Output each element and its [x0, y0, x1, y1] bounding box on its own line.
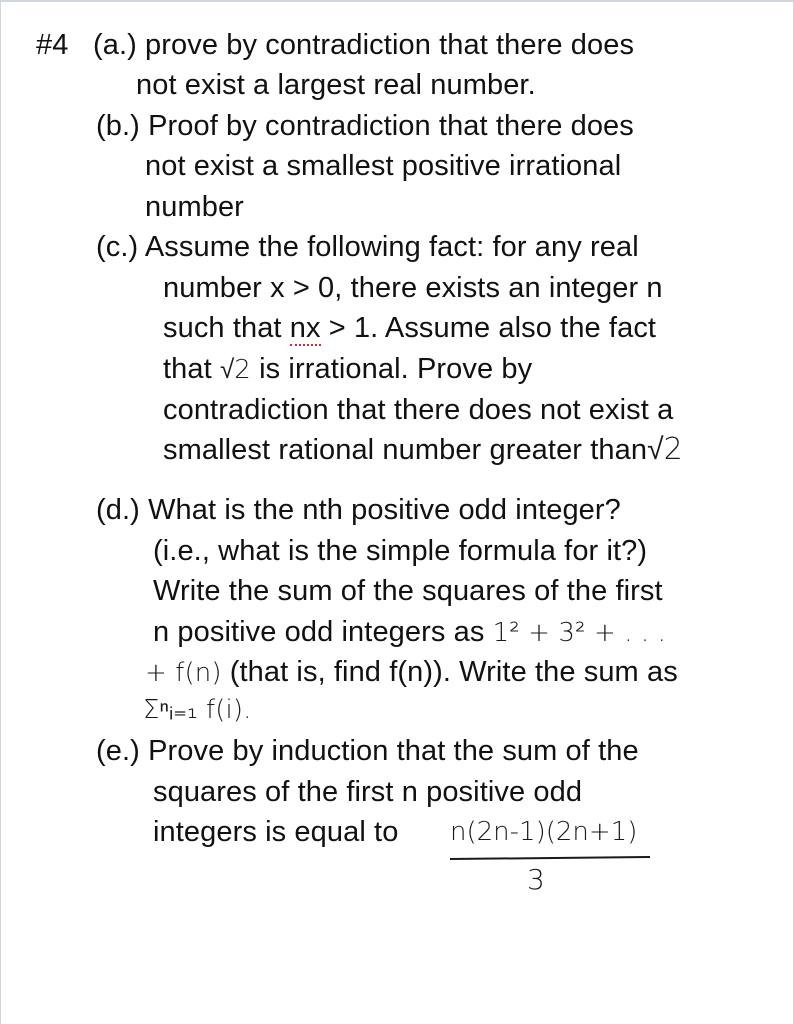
nx-spellcheck-word: nx: [289, 312, 321, 344]
part-c-line-2: number x > 0, there exists an integer n: [163, 272, 663, 304]
part-d-text-1: What is the nth positive odd integer?: [148, 494, 621, 526]
odd-squares-handwritten: 1² + 3² + . . .: [492, 618, 667, 648]
part-d-line-4: [153, 612, 666, 653]
problem-number: #4: [36, 29, 69, 61]
fraction-denominator-handwritten: 3: [527, 863, 545, 896]
part-b-label: (b.): [96, 110, 140, 142]
plus-f-n-handwritten: + f(n): [145, 658, 222, 688]
sqrt-2-handwritten: √2: [219, 355, 251, 385]
part-c-line-4: [163, 349, 532, 390]
part-d-text-5: (that is, find f(n)). Write the sum as: [221, 656, 678, 688]
part-d-line-2: (i.e., what is the simple formula for it?): [153, 535, 648, 567]
part-c-text-6: smallest rational number greater than: [163, 434, 648, 466]
part-d-text-4: n positive odd integers as: [153, 616, 493, 648]
part-e-label: (e.): [96, 735, 140, 767]
part-b-line-3: number: [145, 191, 244, 223]
part-c-text-3a: such that: [163, 312, 290, 344]
fraction-bar: [450, 856, 650, 860]
part-c-line-1: [96, 227, 639, 267]
summation-handwritten: Σⁿᵢ₌₁ f(i).: [143, 695, 252, 725]
part-e-line-3: integers is equal to: [153, 816, 399, 848]
part-a-line-2: not exist a largest real number.: [136, 69, 536, 101]
part-c-line-5: contradiction that there does not exist a: [163, 394, 674, 426]
page-top-border: [0, 0, 794, 2]
part-c-line-6: [163, 430, 683, 470]
part-b-line-2: not exist a smallest positive irrational: [145, 150, 622, 182]
part-c-text-4a: that: [163, 353, 220, 385]
part-a-label: (a.): [92, 29, 137, 61]
part-c-label: (c.): [96, 231, 139, 263]
part-b-text-1: Proof by contradiction that there does: [148, 110, 634, 142]
part-e-text-1: Prove by induction that the sum of the: [148, 735, 639, 767]
part-a-line-1: [36, 25, 634, 65]
part-d-line-5: [145, 652, 678, 693]
part-d-line-1: [96, 490, 621, 530]
part-c-text-4b: is irrational. Prove by: [250, 353, 533, 385]
page-left-border: [0, 0, 1, 1024]
part-c-line-3: [163, 308, 656, 348]
fraction-numerator-handwritten: n(2n-1)(2n+1): [450, 817, 638, 847]
part-e-line-1: [96, 731, 639, 771]
part-c-text-3b: > 1. Assume also the fact: [320, 312, 657, 344]
sqrt-2-handwritten-end: √2: [647, 432, 683, 467]
part-a-text-1: prove by contradiction that there does: [145, 29, 635, 61]
part-b-line-1: [96, 106, 634, 146]
part-d-line-3: Write the sum of the squares of the first: [153, 575, 663, 607]
part-c-text-1: Assume the following fact: for any real: [144, 231, 639, 263]
part-e-line-2: squares of the first n positive odd: [153, 776, 583, 808]
part-d-label: (d.): [96, 494, 140, 526]
